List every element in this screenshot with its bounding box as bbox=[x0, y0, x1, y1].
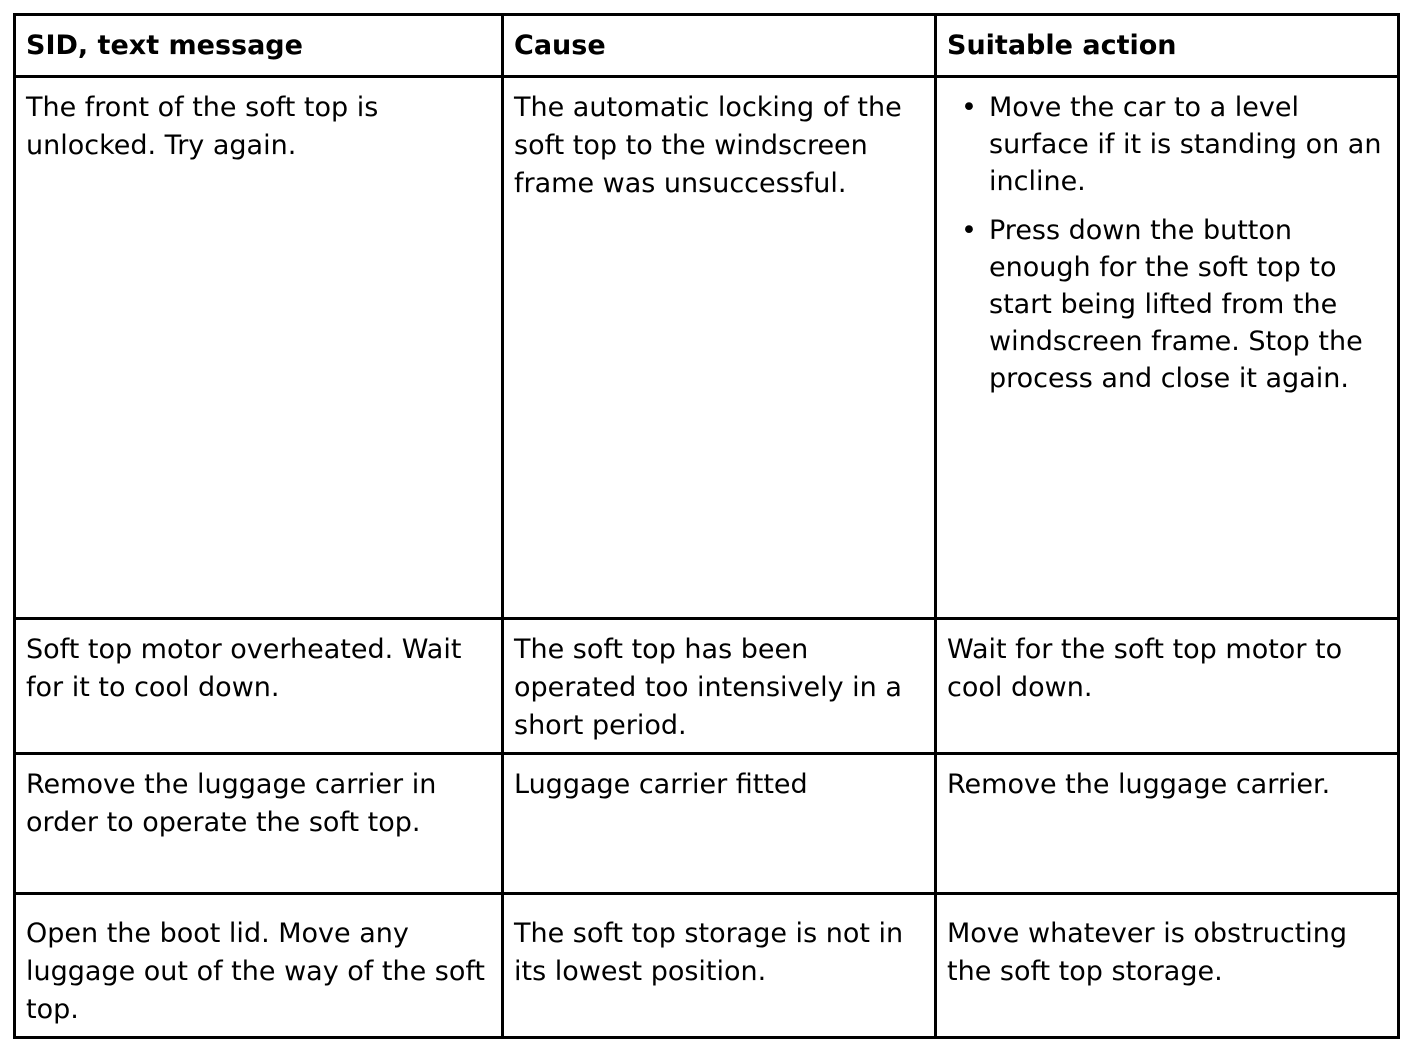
bullet-icon: • bbox=[961, 215, 977, 246]
table-row bbox=[15, 894, 1399, 1038]
message-cell bbox=[15, 754, 503, 894]
cause-text: The soft top has been operated too intensively in a short period. bbox=[514, 634, 902, 741]
message-text: The front of the soft top is unlocked. Try again. bbox=[26, 92, 379, 161]
list-item bbox=[947, 212, 1389, 397]
table-row bbox=[15, 77, 1399, 619]
header-cause: Cause bbox=[503, 15, 936, 77]
header-sid-text-message: SID, text message bbox=[15, 15, 503, 77]
message-text: Soft top motor overheated. Wait for it to cool down. bbox=[26, 634, 462, 703]
action-text: Wait for the soft top motor to cool down. bbox=[947, 634, 1343, 703]
message-text: Open the boot lid. Move any luggage out of the way of the soft top. bbox=[26, 918, 485, 1025]
action-cell bbox=[936, 619, 1399, 754]
action-cell bbox=[936, 894, 1399, 1038]
cause-cell bbox=[503, 619, 936, 754]
message-text: Remove the luggage carrier in order to operate the soft top. bbox=[26, 769, 437, 838]
message-cell bbox=[15, 894, 503, 1038]
table-row bbox=[15, 619, 1399, 754]
cause-cell bbox=[503, 77, 936, 619]
cause-text: The soft top storage is not in its lowest position. bbox=[514, 918, 904, 987]
cause-cell bbox=[503, 754, 936, 894]
action-text: Press down the button enough for the soft top to start being lifted from the windscreen frame. Stop the process and close it again. bbox=[989, 215, 1363, 394]
list-item bbox=[947, 89, 1389, 200]
message-cell bbox=[15, 77, 503, 619]
action-list bbox=[947, 89, 1389, 397]
cause-cell bbox=[503, 894, 936, 1038]
message-cell bbox=[15, 619, 503, 754]
bullet-icon: • bbox=[961, 92, 977, 123]
cause-text: The automatic locking of the soft top to the windscreen frame was unsuccessful. bbox=[514, 92, 902, 199]
header-suitable-action: Suitable action bbox=[936, 15, 1399, 77]
action-text: Move the car to a level surface if it is standing on an incline. bbox=[989, 92, 1382, 197]
message-table bbox=[13, 13, 1400, 1039]
action-cell bbox=[936, 77, 1399, 619]
action-cell bbox=[936, 754, 1399, 894]
action-text: Remove the luggage carrier. bbox=[947, 769, 1331, 800]
table-row bbox=[15, 754, 1399, 894]
action-text: Move whatever is obstructing the soft top storage. bbox=[947, 918, 1348, 987]
cause-text: Luggage carrier fitted bbox=[514, 769, 808, 800]
header-row bbox=[15, 15, 1399, 77]
